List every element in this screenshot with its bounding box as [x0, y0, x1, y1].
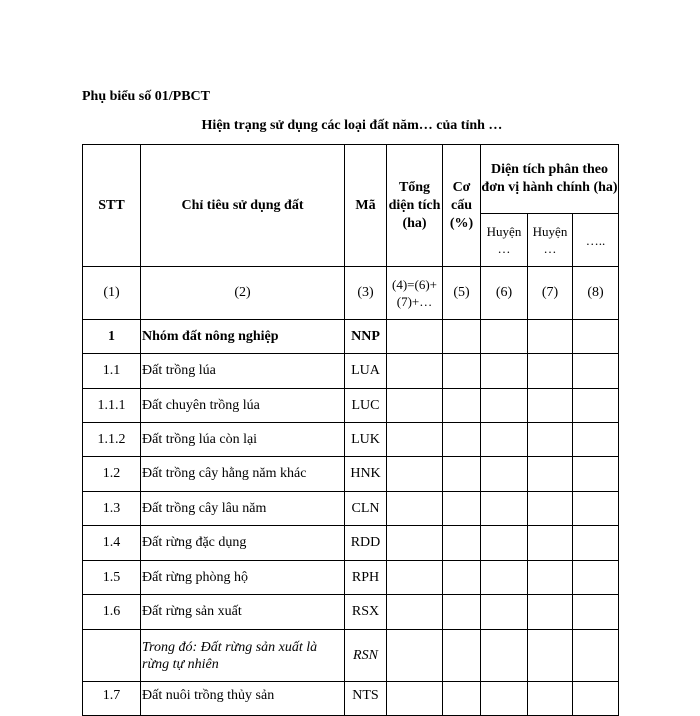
cell: [528, 630, 573, 682]
header-code: Mã: [345, 145, 387, 267]
cell: [481, 595, 528, 630]
document-title: Hiện trạng sử dụng các loại đất năm… của tỉnh …: [201, 118, 503, 133]
column-number-row: [83, 267, 619, 320]
row-stt: 1.5: [83, 561, 141, 595]
cell: [528, 561, 573, 595]
cell: [387, 389, 443, 423]
cell: [481, 526, 528, 561]
row-stt: 1.6: [83, 595, 141, 630]
cell: [387, 354, 443, 389]
row-code: NTS: [345, 682, 387, 716]
table-row: [83, 320, 619, 354]
row-code: RSX: [345, 595, 387, 630]
cell: [573, 354, 619, 389]
cell: [573, 423, 619, 457]
cell: [528, 526, 573, 561]
cell: [387, 595, 443, 630]
row-code: LUA: [345, 354, 387, 389]
cell: [573, 526, 619, 561]
header-district-1: Huyện …: [481, 214, 528, 267]
cell: [387, 423, 443, 457]
header-total-area: Tổng diện tích (ha): [387, 145, 443, 267]
cell: [387, 320, 443, 354]
table-row: [83, 492, 619, 526]
cell: [528, 457, 573, 492]
cell: [573, 457, 619, 492]
cell: [481, 354, 528, 389]
column-number: (7): [528, 267, 573, 320]
row-stt: [83, 630, 141, 682]
column-number: (6): [481, 267, 528, 320]
row-code: HNK: [345, 457, 387, 492]
row-code: LUK: [345, 423, 387, 457]
cell: [481, 492, 528, 526]
cell: [443, 595, 481, 630]
table-row: [83, 526, 619, 561]
row-stt: 1.3: [83, 492, 141, 526]
cell: [443, 526, 481, 561]
cell: [573, 320, 619, 354]
row-code: RSN: [345, 630, 387, 682]
cell: [573, 561, 619, 595]
column-number: (8): [573, 267, 619, 320]
table-row: [83, 682, 619, 716]
row-name: Đất rừng sản xuất: [141, 595, 345, 630]
cell: [443, 354, 481, 389]
cell: [528, 492, 573, 526]
row-code: RPH: [345, 561, 387, 595]
table-row: [83, 561, 619, 595]
header-row-1: [83, 145, 619, 214]
cell: [387, 561, 443, 595]
header-stt: STT: [83, 145, 141, 267]
appendix-label: Phụ biểu số 01/PBCT: [82, 89, 210, 104]
cell: [528, 389, 573, 423]
row-code: CLN: [345, 492, 387, 526]
table-row: [83, 354, 619, 389]
cell: [443, 630, 481, 682]
column-number: (3): [345, 267, 387, 320]
row-name: Đất nuôi trồng thủy sản: [141, 682, 345, 716]
cell: [387, 682, 443, 716]
cell: [573, 682, 619, 716]
table-row: [83, 457, 619, 492]
row-stt: 1.2: [83, 457, 141, 492]
cell: [443, 320, 481, 354]
header-district-2: Huyện …: [528, 214, 573, 267]
row-name: Đất rừng phòng hộ: [141, 561, 345, 595]
header-indicator: Chỉ tiêu sử dụng đất: [141, 145, 345, 267]
land-use-table: [82, 144, 619, 716]
cell: [443, 682, 481, 716]
column-number: (5): [443, 267, 481, 320]
cell: [481, 423, 528, 457]
cell: [387, 526, 443, 561]
cell: [481, 561, 528, 595]
row-stt: 1.1.2: [83, 423, 141, 457]
cell: [443, 457, 481, 492]
cell: [481, 630, 528, 682]
row-stt: 1.4: [83, 526, 141, 561]
header-structure: Cơ cấu (%): [443, 145, 481, 267]
row-code: LUC: [345, 389, 387, 423]
cell: [443, 492, 481, 526]
cell: [387, 630, 443, 682]
cell: [573, 389, 619, 423]
row-code: RDD: [345, 526, 387, 561]
cell: [443, 389, 481, 423]
row-stt: 1.7: [83, 682, 141, 716]
row-name: Đất trồng cây lâu năm: [141, 492, 345, 526]
row-stt: 1: [83, 320, 141, 354]
table-row: [83, 423, 619, 457]
row-stt: 1.1: [83, 354, 141, 389]
column-number: (2): [141, 267, 345, 320]
row-name: Đất chuyên trồng lúa: [141, 389, 345, 423]
cell: [387, 492, 443, 526]
row-name: Đất trồng lúa: [141, 354, 345, 389]
cell: [443, 423, 481, 457]
row-name: Đất trồng lúa còn lại: [141, 423, 345, 457]
cell: [387, 457, 443, 492]
cell: [481, 682, 528, 716]
header-district-more: …..: [573, 214, 619, 267]
cell: [573, 595, 619, 630]
cell: [528, 354, 573, 389]
row-name: Đất trồng cây hằng năm khác: [141, 457, 345, 492]
row-stt: 1.1.1: [83, 389, 141, 423]
row-name: Đất rừng đặc dụng: [141, 526, 345, 561]
table-row: [83, 595, 619, 630]
cell: [528, 423, 573, 457]
row-name: Nhóm đất nông nghiệp: [141, 320, 345, 354]
table-row: [83, 630, 619, 682]
column-number: (4)=(6)+(7)+…: [387, 267, 443, 320]
cell: [528, 320, 573, 354]
cell: [573, 630, 619, 682]
row-code: NNP: [345, 320, 387, 354]
cell: [481, 389, 528, 423]
column-number: (1): [83, 267, 141, 320]
cell: [443, 561, 481, 595]
cell: [481, 320, 528, 354]
table-row: [83, 389, 619, 423]
cell: [528, 682, 573, 716]
cell: [528, 595, 573, 630]
header-admin-area: Diện tích phân theo đơn vị hành chính (ha): [481, 145, 619, 214]
row-name: Trong đó: Đất rừng sản xuất là rừng tự nhiên: [141, 630, 345, 682]
cell: [573, 492, 619, 526]
cell: [481, 457, 528, 492]
